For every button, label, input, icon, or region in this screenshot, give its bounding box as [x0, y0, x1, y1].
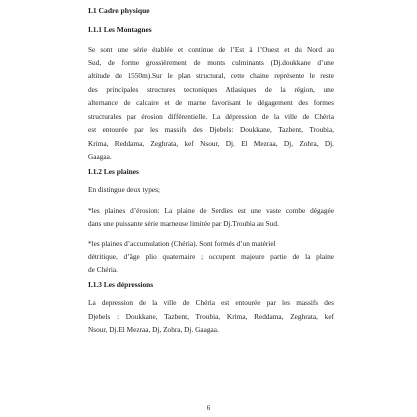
depressions-line: Nsour, Dj.El Mezraa, Dj, Zohra, Dj. Gaagaa. — [88, 325, 219, 334]
montagnes-line: Se sont une série établée et continue de l’Est à l’Ouest et du Nord au — [88, 45, 334, 54]
plaines-accumulation-line: détritique, d’âge plio quaternaire ; occupent majeure partie de la plaine — [88, 252, 334, 261]
depressions-line: La depression de la ville de Chéria est entourée par les massifs des — [88, 298, 334, 307]
plaines-accumulation-line: de Chéria. — [88, 265, 118, 274]
montagnes-line: des principales structures tectoniques Atlasiques de la région, une — [88, 85, 334, 94]
montagnes-line: altitude de 1550m).Sur le plan structural, cette chaine représente le reste — [88, 71, 334, 80]
montagnes-line: Gaagaa. — [88, 152, 112, 161]
plaines-accumulation-line: *les plaines d’accumulation (Chéria). Sont formés d’un matériel — [88, 239, 276, 248]
montagnes-line: Krima, Reddama, Zeghrata, kef Nsour, Dj. El Mezraa, Dj, Zohra, Dj. — [88, 139, 334, 148]
montagnes-line: Sud, de forme grossièrement de monts culminants (Dj.doukkane d’une — [88, 58, 334, 67]
montagnes-line: est entourée par les massifs des Djebels: Doukkane, Tazbent, Troubia, — [88, 125, 334, 134]
section-title: I.1 Cadre physique — [88, 6, 150, 15]
depressions-line: Djebels : Doukkane, Tazbent, Troubia, Krima, Reddama, Zeghrata, kef — [88, 312, 334, 321]
plaines-erosion-line: *les plaines d’érosion: La plaine de Serdies est une vaste combe dégagée — [88, 206, 334, 215]
subsection-heading-plaines: I.1.2 Les plaines — [88, 167, 139, 176]
subsection-heading-montagnes: I.1.1 Les Montagnes — [88, 25, 152, 34]
montagnes-line: structurales par érosion différentielle. La dépression de la ville de Chéria — [88, 112, 334, 121]
plaines-erosion-line: dans une puissante série marneuse limitée par Dj.Troubia au Sud. — [88, 219, 279, 228]
page-number: 6 — [206, 404, 211, 412]
subsection-heading-depressions: I.1.3 Les dépressions — [88, 280, 154, 289]
montagnes-line: alternance de calcaire et de marne favorisant le dégagement des formes — [88, 98, 334, 107]
plaines-intro: En distingue deux types; — [88, 185, 160, 194]
